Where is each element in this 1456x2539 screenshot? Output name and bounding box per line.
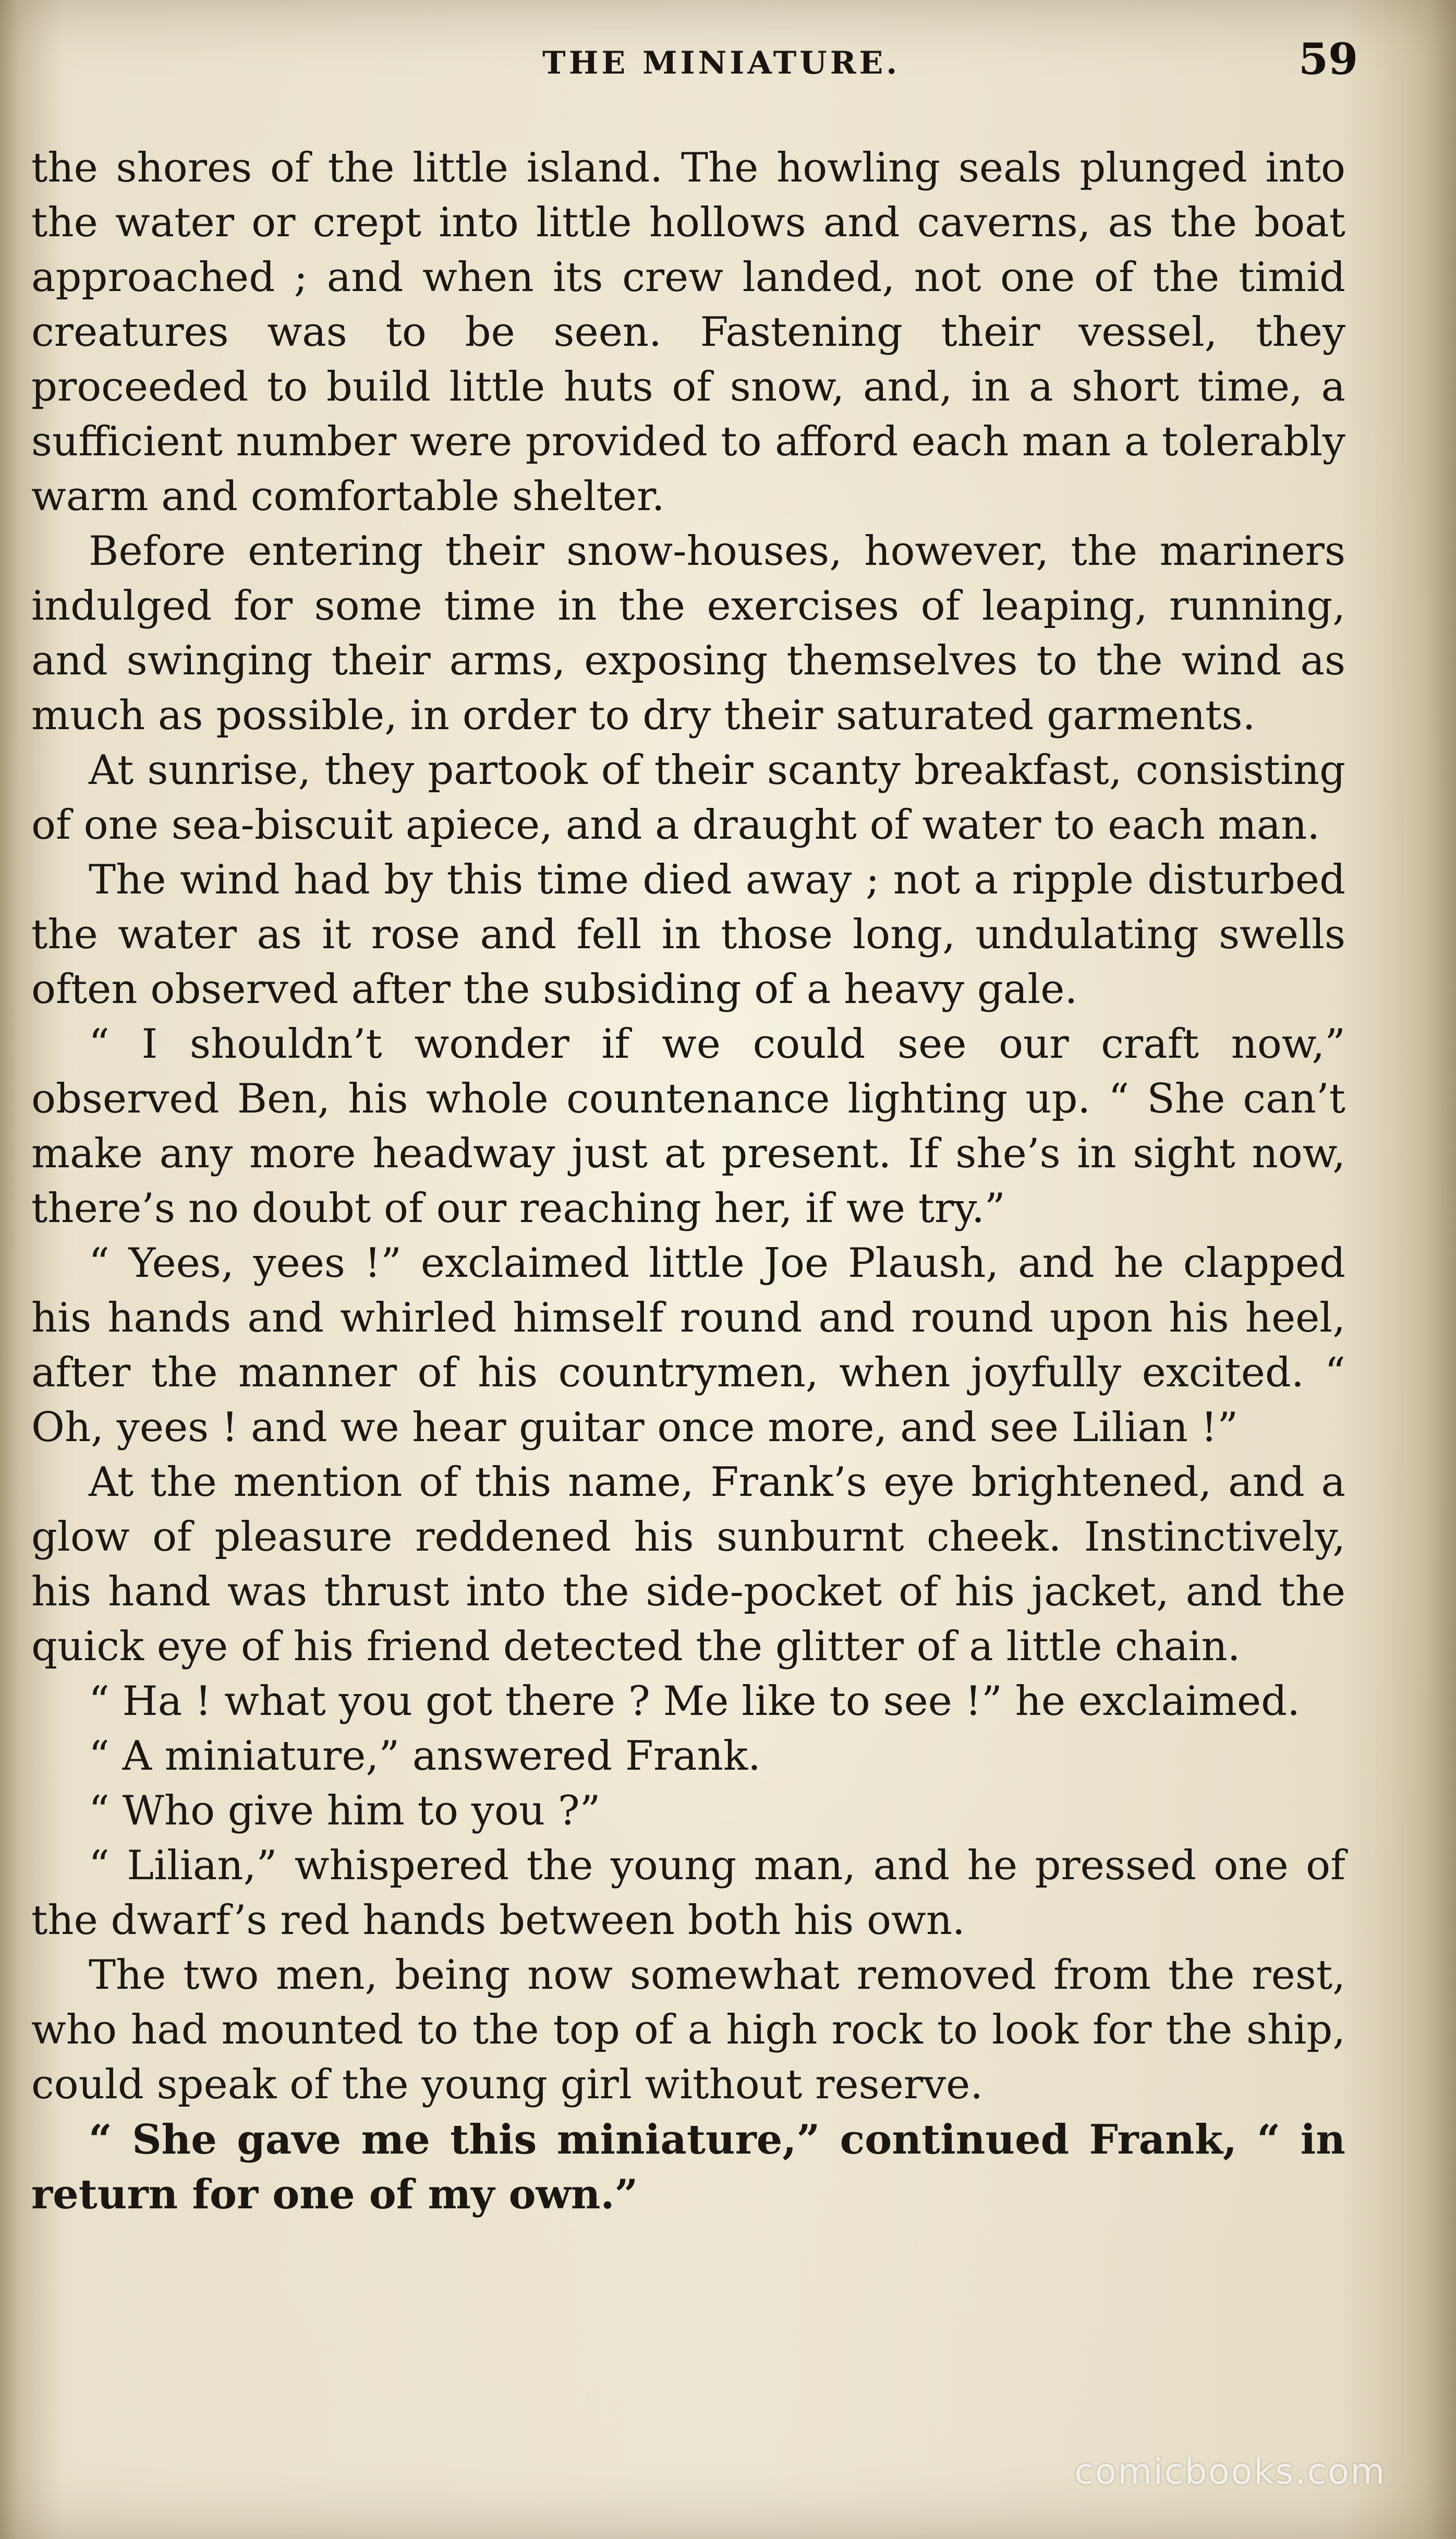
paragraph: “ Ha ! what you got there ? Me like to see !” he exclaimed. [89, 1678, 1300, 1725]
running-title: THE MINIATURE. [542, 45, 901, 81]
paragraph: Before entering their snow-houses, however, the mariners indulged for some time in the exercises of leaping, running, and swinging their arms, exposing themselves to the wind as much as possible, in order to dry their saturated garments. [31, 528, 1345, 739]
paragraph: “ Who give him to you ?” [89, 1787, 601, 1834]
page-number: 59 [1299, 34, 1358, 84]
page-header [0, 30, 1456, 93]
paragraph: At sunrise, they partook of their scanty breakfast, consisting of one sea-biscuit apiece, and a draught of water to each man. [31, 747, 1345, 849]
paragraph: the shores of the little island. The howling seals plunged into the water or crept into little hollows and caverns, as the boat approached ; and when its crew landed, not one of the timid creatures was to be seen. Fastening their vessel, they proceeded to build little huts of snow, and, in a short time, a sufficient number were provided to afford each man a tolerably warm and comfortable shelter. [31, 144, 1345, 520]
paragraph: At the mention of this name, Frank’s eye brightened, and a glow of pleasure reddened his sunburnt cheek. Instinctively, his hand was thrust into the side-pocket of his jacket, and the quick eye of his friend detected the glitter of a little chain. [31, 1459, 1345, 1670]
paragraph: “ Yees, yees !” exclaimed little Joe Plaush, and he clapped his hands and whirled himself round and round upon his heel, after the manner of his countrymen, when joyfully excited. “ Oh, yees ! and we hear guitar once more, and see Lilian !” [31, 1240, 1345, 1451]
paragraph: The wind had by this time died away ; not a ripple disturbed the water as it rose and fell in those long, undulating swells often observed after the subsiding of a heavy gale. [31, 856, 1345, 1013]
paragraph: “ Lilian,” whispered the young man, and he pressed one of the dwarf’s red hands between both his own. [31, 1842, 1345, 1944]
paragraph: “ I shouldn’t wonder if we could see our craft now,” observed Ben, his whole countenance lighting up. “ She can’t make any more headway just at present. If she’s in sight now, there’s no doubt of our reaching her, if we try.” [31, 1021, 1345, 1232]
watermark: comicbooks.com [1074, 2451, 1386, 2493]
paragraph: “ A miniature,” answered Frank. [89, 1733, 761, 1780]
paragraph: “ She gave me this miniature,” continued Frank, “ in return for one of my own.” [31, 2116, 1345, 2218]
paragraph: The two men, being now somewhat removed from the rest, who had mounted to the top of a high rock to look for the ship, could speak of the young girl without reserve. [31, 1952, 1345, 2108]
body-text [31, 141, 1345, 2222]
